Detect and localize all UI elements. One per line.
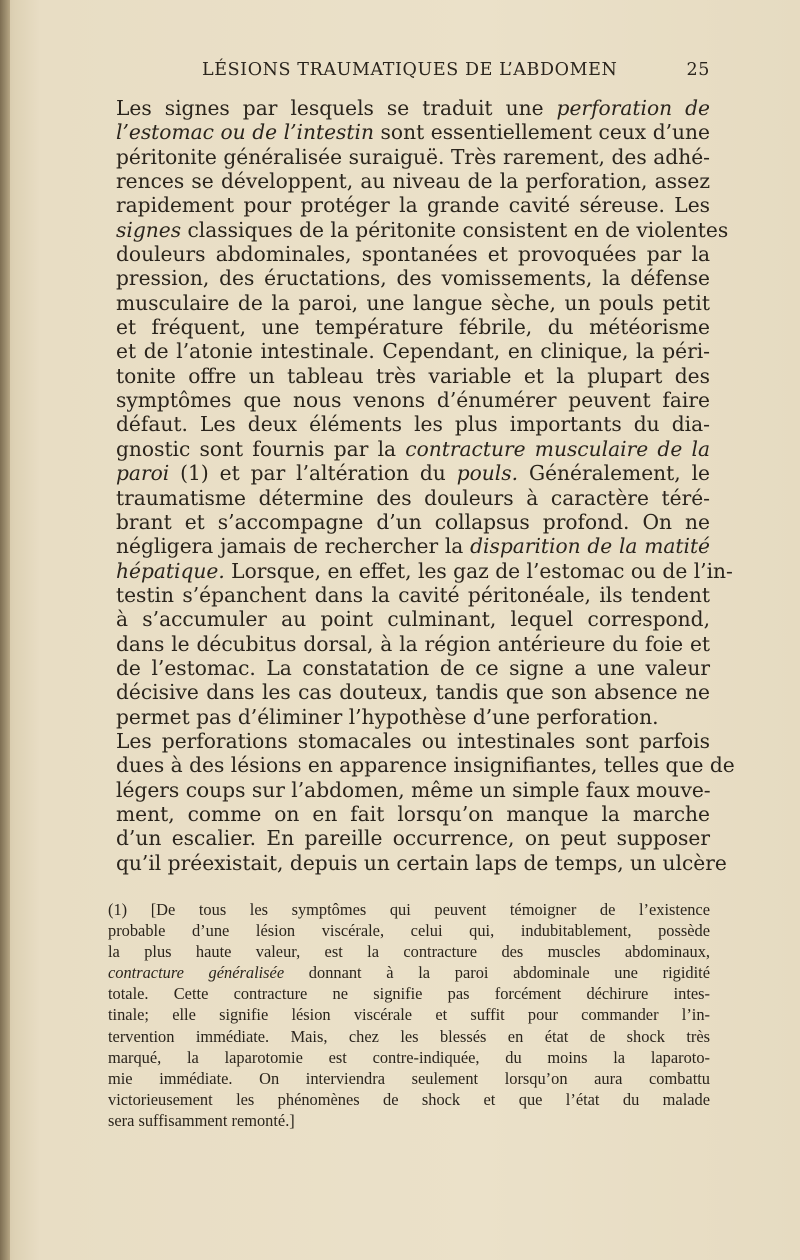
text-run: tonite offre un tableau très variable et la plupart des (116, 363, 710, 388)
text-run: la plus haute valeur, est la contracture des muscles abdominaux, (108, 942, 710, 962)
text-run: Les perforations stomacales ou intestinales sont parfois (116, 728, 710, 753)
main-text (90, 96, 735, 875)
text-run: et de l’atonie intestinale. Cependant, en clinique, la péri- (116, 339, 710, 364)
text-line (90, 145, 710, 169)
text-line (90, 339, 710, 363)
text-line (90, 850, 727, 875)
book-spine-shadow (0, 0, 10, 1260)
text-run: victorieusement les phénomènes de shock et que l’état du malade (108, 1089, 710, 1109)
text-line (90, 1026, 710, 1047)
text-line (90, 705, 710, 729)
text-line (90, 632, 710, 656)
text-run: Les signes par lesquels se traduit une (116, 96, 557, 120)
text-run: légers coups sur l’abdomen, même un simple faux mouve- (116, 777, 711, 802)
text-run: mie immédiate. On interviendra seulement lorsqu’on aura combattu (108, 1068, 710, 1088)
text-run: (1) [De tous les symptômes qui peuvent témoigner de l’existence (108, 900, 710, 919)
text-run: et fréquent, une température fébrile, du météorisme (116, 315, 710, 340)
running-title: LÉSIONS TRAUMATIQUES DE L’ABDOMEN (202, 60, 618, 80)
text-line (90, 802, 710, 826)
text-line (90, 1047, 710, 1068)
text-run: péritonite généralisée suraiguë. Très rarement, des adhé- (116, 144, 710, 169)
text-line (90, 388, 710, 412)
text-line (90, 217, 729, 242)
text-line (90, 607, 710, 631)
text-run: sera suffisamment remonté.] (108, 1110, 295, 1130)
text-run: dans le décubitus dorsal, à la région antérieure du foie et (116, 631, 710, 656)
text-line (90, 583, 710, 607)
text-line (90, 983, 710, 1004)
text-line (90, 1068, 710, 1089)
italic-run: paroi (116, 461, 170, 486)
text-run: décisive dans les cas douteux, tandis que son absence ne (116, 680, 710, 705)
text-run: d’un escalier. En pareille occurrence, on peut supposer (116, 826, 710, 851)
text-run: sont essentiellement ceux d’une (373, 120, 711, 145)
text-line (90, 753, 735, 778)
text-run: pression, des éructations, des vomissements, la défense (116, 266, 710, 291)
text-run: qu’il préexistait, depuis un certain laps de temps, un ulcère (116, 850, 727, 875)
text-line (90, 558, 733, 583)
text-run: totale. Cette contracture ne signifie pas forcément déchirure intes- (108, 984, 710, 1004)
text-line (90, 510, 710, 534)
text-line (90, 486, 710, 510)
text-line (90, 437, 710, 461)
text-run: permet pas d’éliminer l’hypothèse d’une perforation. (116, 704, 659, 729)
text-run: rapidement pour protéger la grande cavité séreuse. Les (116, 193, 710, 218)
text-line (90, 1004, 710, 1025)
text-run: Lorsque, en effet, les gaz de l’estomac ou de l’in- (224, 558, 733, 583)
text-line (90, 169, 710, 193)
text-line (90, 461, 710, 485)
text-line (90, 1110, 710, 1131)
text-run: à s’accumuler au point culminant, lequel correspond, (116, 607, 710, 632)
text-line (90, 680, 710, 704)
text-line (90, 242, 710, 266)
text-run: Généralement, le (518, 461, 710, 486)
text-line (90, 193, 710, 217)
text-line (90, 266, 710, 290)
paragraph-perforation-causes (90, 728, 735, 875)
text-run: symptômes que nous venons d’énumérer peuvent faire (116, 388, 710, 413)
text-line (90, 534, 710, 558)
text-line (90, 920, 710, 941)
text-run: testin s’épanchent dans la cavité péritonéale, ils tendent (116, 582, 710, 607)
text-run: défaut. Les deux éléments les plus importants du dia- (116, 412, 710, 437)
text-line (90, 656, 710, 680)
text-line (90, 826, 710, 850)
text-line (90, 364, 710, 388)
text-run: marqué, la laparotomie est contre-indiquée, du moins la laparoto- (108, 1047, 710, 1067)
text-run: classiques de la péritonite consistent en de violentes (181, 217, 729, 242)
text-run: ment, comme on en fait lorsqu’on manque la marche (116, 801, 710, 826)
text-run: dues à des lésions en apparence insignifiantes, telles que de (116, 753, 735, 778)
italic-run: l’estomac ou de l’intestin (116, 120, 374, 145)
running-header (90, 56, 710, 86)
text-run: probable d’une lésion viscérale, celui qui, indubitablement, possède (108, 921, 710, 941)
text-run: douleurs abdominales, spontanées et provoquées par la (116, 242, 710, 267)
text-run: tervention immédiate. Mais, chez les blessés en état de shock très (108, 1026, 710, 1046)
text-line (90, 96, 710, 120)
text-line (90, 1089, 710, 1110)
italic-run: hépatique. (116, 558, 225, 583)
text-run: brant et s’accompagne d’un collapsus profond. On ne (116, 509, 710, 534)
italic-run: pouls. (456, 461, 519, 486)
text-line (90, 315, 710, 339)
text-line (90, 899, 710, 920)
text-line (90, 412, 710, 436)
text-run: de l’estomac. La constatation de ce signe a une valeur (116, 655, 710, 680)
page-number: 25 (686, 60, 710, 80)
italic-run: contracture musculaire de la (405, 436, 710, 461)
text-run: tinale; elle signifie lésion viscérale et suffit pour commander l’in- (108, 1005, 710, 1025)
text-line (90, 962, 710, 983)
text-line (90, 729, 710, 753)
text-run: gnostic sont fournis par la (116, 436, 406, 461)
text-line (90, 778, 710, 802)
text-run: musculaire de la paroi, une langue sèche, un pouls petit (116, 290, 710, 315)
footnote (90, 899, 710, 1131)
italic-run: disparition de la matité (470, 534, 711, 559)
paragraph-perforation-signs (90, 96, 733, 729)
text-run: rences se développent, au niveau de la perforation, assez (116, 169, 710, 194)
text-line (90, 120, 710, 144)
text-run: traumatisme détermine des douleurs à caractère téré- (116, 485, 710, 510)
text-run: donnant à la paroi abdominale une rigidité (284, 963, 710, 983)
text-line (90, 291, 710, 315)
footnote-text (90, 899, 710, 1131)
text-run: (1) et par l’altération du (169, 461, 457, 486)
italic-run: signes (116, 217, 182, 242)
text-run: négligera jamais de rechercher la (116, 534, 471, 559)
text-line (90, 941, 710, 962)
italic-run: contracture généralisée (108, 963, 285, 983)
italic-run: perforation de (556, 96, 710, 120)
